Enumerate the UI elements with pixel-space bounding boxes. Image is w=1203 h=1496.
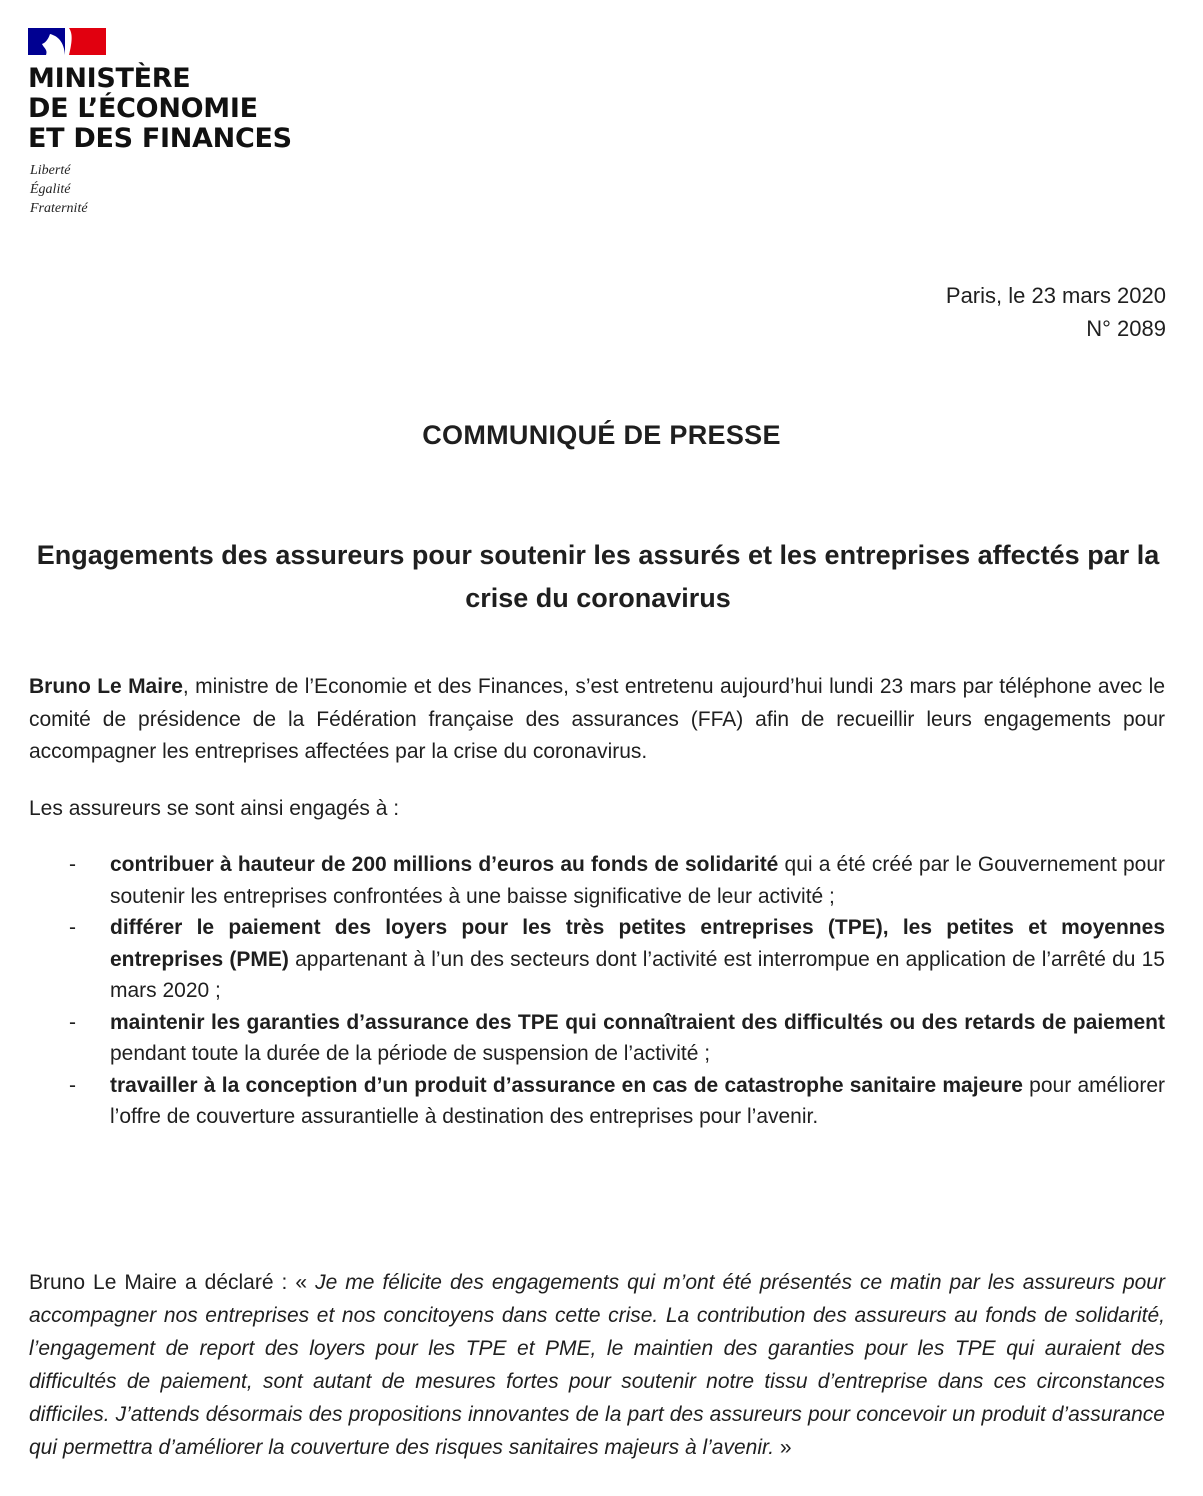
list-item-bold: contribuer à hauteur de 200 millions d’euros au fonds de solidarité	[110, 853, 779, 876]
press-release-title: COMMUNIQUÉ DE PRESSE	[422, 420, 781, 450]
quote-prefix: Bruno Le Maire a déclaré : «	[29, 1271, 316, 1294]
date-line: Paris, le 23 mars 2020	[945, 283, 1166, 308]
quote-paragraph	[29, 1266, 1165, 1464]
list-item-bold: travailler à la conception d’un produit d’assurance en cas de catastrophe sanitaire majeure	[110, 1073, 1023, 1097]
list-item	[29, 1007, 1165, 1070]
republic-motto	[30, 161, 88, 218]
intro-rest: , ministre de l’Economie et des Finances, s’est entretenu aujourd’hui lundi 23 mars par téléphone avec le comité de présidence de la Fédération française des assurances (FFA) afin de recueillir leurs engagements pour accompagner les entreprises affectées par la crise du coronavirus.	[29, 675, 1165, 763]
motto-liberte: Liberté	[30, 163, 71, 178]
list-item-text: pendant toute la durée de la période de suspension de l’activité ;	[110, 1042, 711, 1065]
list-item-text: appartenant à l’un des secteurs dont l’activité est interrompue en application de l’arrêté du 15 mars 2020 ;	[110, 947, 1165, 1002]
intro-paragraph	[29, 671, 1165, 769]
quote-text: Je me félicite des engagements qui m’ont été présentés ce matin par les assureurs pour accompagner nos entreprises et nos concitoyens dans cette crise. La contribution des assureurs au fonds de solidarité, l’engagement de report des loyers pour les TPE et PME, le maintien des garanties pour les TPE qui auraient des difficultés de paiement, sont autant de mesures fortes pour soutenir notre tissu d’entreprise dans ces circonstances difficiles. J’attends désormais des propositions innovantes de la part des assureurs pour concevoir un produit d’assurance qui permettra d’améliorer la couverture des risques sanitaires majeurs à l’avenir.	[29, 1271, 1165, 1459]
list-item	[29, 849, 1165, 912]
intro-bold-name: Bruno Le Maire	[29, 675, 183, 698]
bullet-dash: -	[69, 853, 76, 876]
list-item-text: qui a été créé par le Gouvernement pour soutenir les entreprises confrontées à une baisse significative de leur activité ;	[110, 853, 1166, 908]
date-block	[946, 279, 1166, 345]
marianne-flag-icon	[28, 28, 106, 55]
ministry-name	[28, 64, 292, 154]
ministry-line-2: DE L’ÉCONOMIE	[28, 93, 258, 124]
list-item-bold: différer le paiement des loyers pour les très petites entreprises (TPE), les petites et moyennes entreprises (PME)	[110, 916, 1165, 971]
list-item	[29, 912, 1165, 1007]
ministry-line-3: ET DES FINANCES	[28, 123, 292, 154]
commitments-list	[29, 849, 1165, 1133]
list-item	[29, 1070, 1165, 1133]
motto-fraternite: Fraternité	[30, 201, 88, 216]
headline: Engagements des assureurs pour soutenir les assurés et les entreprises affectés par la crise du coronavirus	[36, 540, 1160, 613]
quote-suffix: »	[774, 1436, 792, 1459]
bullet-dash: -	[69, 916, 76, 939]
motto-egalite: Égalité	[30, 182, 71, 197]
release-number: N° 2089	[1086, 316, 1166, 341]
list-item-text: pour améliorer l’offre de couverture assurantielle à destination des entreprises pour l’avenir.	[110, 1073, 1165, 1128]
lead-in-paragraph: Les assureurs se sont ainsi engagés à :	[29, 797, 400, 820]
bullet-dash: -	[69, 1010, 76, 1034]
bullet-dash: -	[69, 1073, 76, 1097]
list-item-bold: maintenir les garanties d’assurance des TPE qui connaîtraient des difficultés ou des retards de paiement	[110, 1010, 1165, 1034]
ministry-line-1: MINISTÈRE	[28, 63, 191, 94]
